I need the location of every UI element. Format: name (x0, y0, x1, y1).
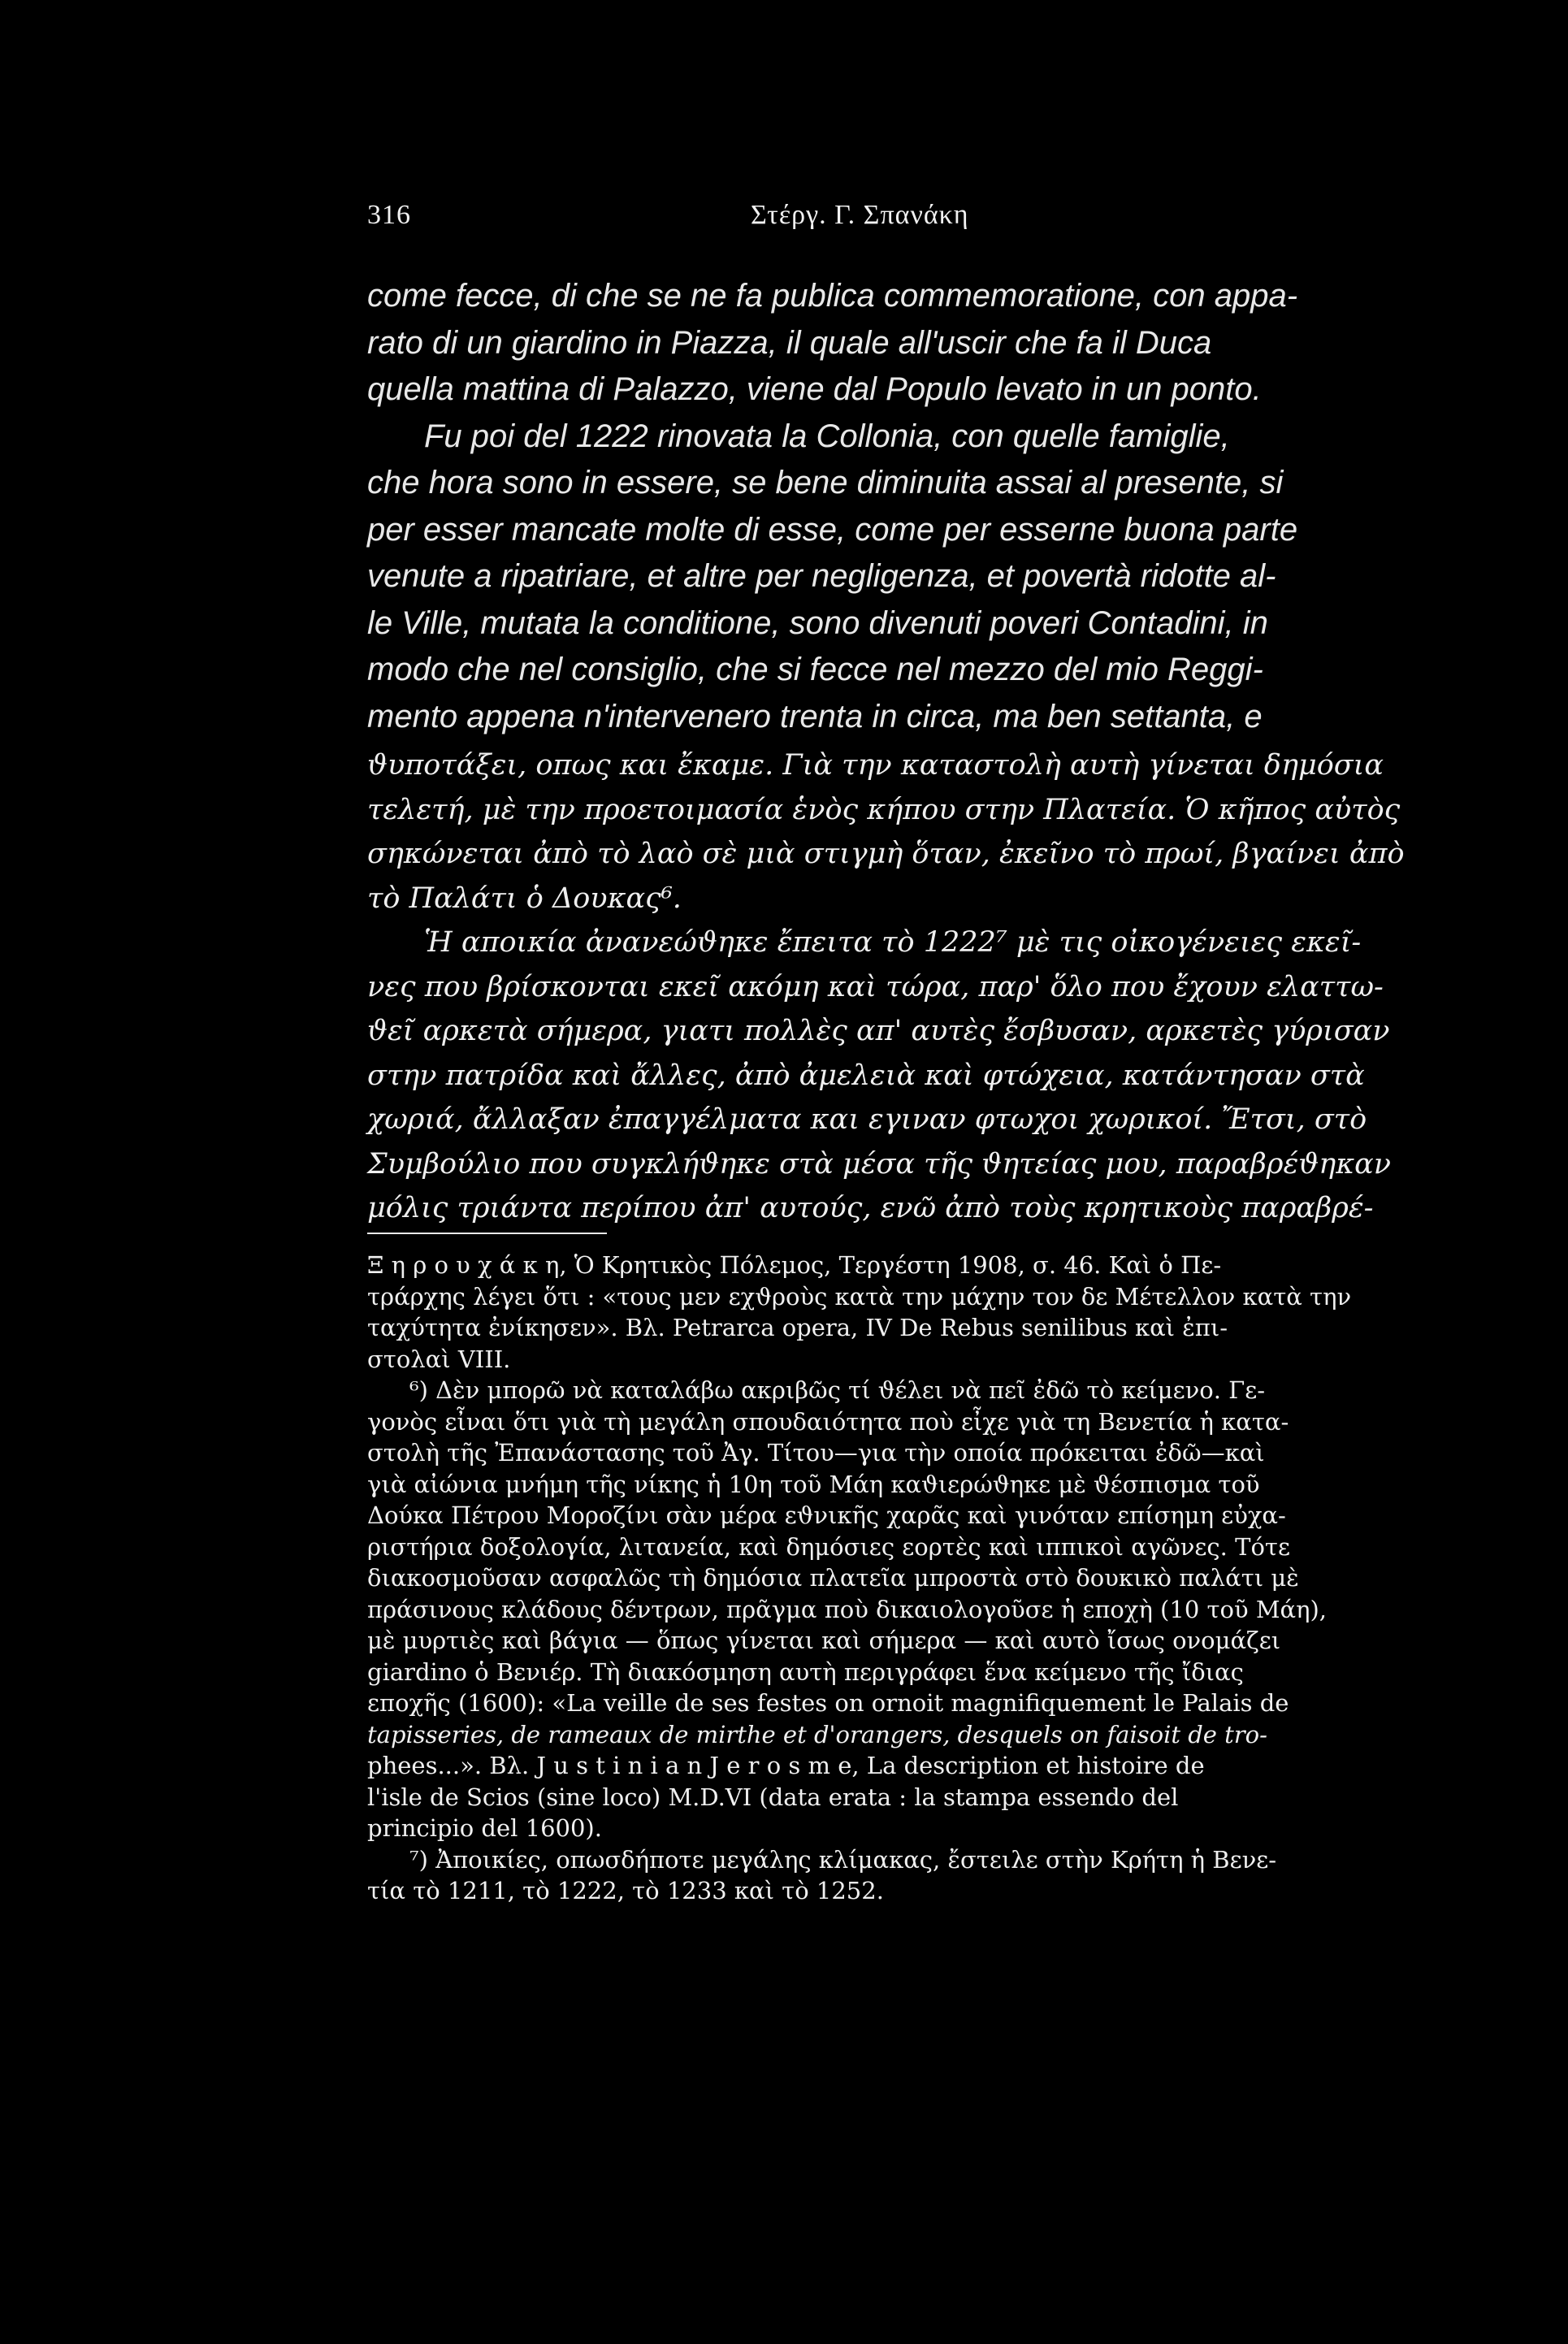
footnote-line: phees...». Βλ. J u s t i n i a n J e r o s m e, La description et histoire de (367, 1752, 1205, 1779)
italian-quote (367, 273, 1298, 740)
footnote-line: giardino ὁ Βενιέρ. Τὴ διακόσμηση αυτὴ περιγράφει ἕνα κείμενο τῆς ἴδιας (367, 1657, 1244, 1686)
body-line: τὸ Παλάτι ὁ Δουκας⁶. (367, 882, 682, 915)
quote-line: modo che nel consiglio, che si fecce nel mezzo del mio Reggi- (367, 652, 1263, 687)
footnote-7-line: ⁷) Ἀποικίες, οπωσδήποτε μεγάλης κλίμακας, ἔστειλε στὴν Κρήτη ἡ Βενε- (409, 1845, 1277, 1874)
body-line: ϑυποτάξει, οπως και ἔκαμε. Γιὰ την καταστολὴ αυτὴ γίνεται δημόσια (367, 749, 1384, 782)
footnote-line: tapisseries, de rameaux de mirthe et d'orangers, desquels on faisoit de tro- (367, 1720, 1267, 1748)
footnote-line: μὲ μυρτιὲς καὶ βάγια — ὅπως γίνεται καὶ σήμερα — καὶ αυτὸ ἴσως ονομάζει (367, 1627, 1281, 1654)
footnote-line: τράρχης λέγει ὅτι : «τους μεν εχϑροὺς κατὰ την μάχην τον δε Μέτελλον κατὰ την (367, 1282, 1352, 1311)
footnote-line: Ξ η ρ ο υ χ ά κ η, Ὁ Κρητικὸς Πόλεμος, Τεργέστη 1908, σ. 46. Καὶ ὁ Πε- (367, 1251, 1222, 1279)
body-line: νες που βρίσκονται εκεῖ ακόμη καὶ τώρα, παρ' ὅλο που ἔχουν ελαττω- (367, 970, 1384, 1003)
footnote-line: ριστήρια δοξολογία, λιτανεία, καὶ δημόσιες εορτὲς καὶ ιππικοὶ αγῶνες. Τότε (367, 1532, 1290, 1561)
footnote-line: principio del 1600). (367, 1814, 602, 1842)
body-line: σηκώνεται ἀπὸ τὸ λαὸ σὲ μιὰ στιγμὴ ὅταν, ἐκεῖνο τὸ πρωί, βγαίνει ἀπὸ (367, 838, 1405, 870)
footnote-line: στολαὶ VIII. (367, 1345, 511, 1373)
greek-body-text (367, 743, 1405, 1231)
running-head: Στέργ. Γ. Σπανάκη (751, 200, 969, 230)
footnote-line: στολὴ τῆς Ἐπανάστασης τοῦ Ἀγ. Τίτου—για τὴν οποία πρόκειται ἐδῶ—καὶ (367, 1439, 1265, 1467)
quote-line: mento appena n'intervenero trenta in circa, ma ben settanta, e (367, 698, 1263, 734)
footnote-line: Δούκα Πέτρου Μοροζίνι σὰν μέρα εϑνικῆς χαρᾶς καὶ γινόταν επίσημη εὐχα- (367, 1501, 1286, 1529)
body-line: στην πατρίδα καὶ ἄλλες, ἀπὸ ἀμελειὰ καὶ φτώχεια, κατάντησαν στὰ (367, 1059, 1365, 1092)
body-line: Συμβούλιο που συγκλήϑηκε στὰ μέσα τῆς ϑητείας μου, παραβρέϑηκαν (367, 1147, 1392, 1181)
body-line: τελετή, μὲ την προετοιμασία ἑνὸς κήπου στην Πλατεία. Ὁ κῆπος αὐτὸς (367, 793, 1401, 826)
footnote-6-line: ⁶) Δὲν μπορῶ νὰ καταλάβω ακριβῶς τί ϑέλει νὰ πεῖ ἐδῶ τὸ κείμενο. Γε- (409, 1376, 1266, 1404)
body-line: ϑεῖ αρκετὰ σήμερα, γιατι πολλὲς απ' αυτὲς ἔσβυσαν, αρκετὲς γύρισαν (367, 1015, 1390, 1047)
quote-line: le Ville, mutata la conditione, sono divenuti poveri Contadini, in (367, 604, 1268, 641)
footnote-line: l'isle de Scios (sine loco) M.D.VI (data erata : la stampa essendo del (367, 1783, 1179, 1811)
body-line: χωριά, ἄλλαξαν ἐπαγγέλματα και εγιναν φτωχοι χωρικοί. Ἔτσι, στὸ (367, 1103, 1367, 1136)
footnote-line: πράσινους κλάδους δέντρων, πρᾶγμα ποὺ δικαιολογοῦσε ἡ εποχὴ (10 τοῦ Μάη), (367, 1595, 1328, 1623)
footnote-line: γιὰ αἰώνια μνήμη τῆς νίκης ἡ 10η τοῦ Μάη καϑιερώϑηκε μὲ ϑέσπισμα τοῦ (367, 1470, 1260, 1498)
page-number: 316 (367, 200, 411, 230)
body-line: Ἡ αποικία ἀνανεώϑηκε ἔπειτα τὸ 1222⁷ μὲ τις οἰκογένειες εκεῖ- (424, 926, 1362, 959)
quote-line: che hora sono in essere, se bene diminuita assai al presente, si (367, 465, 1284, 500)
quote-line: venute a ripatriare, et altre per negligenza, et povertà ridotte al- (367, 558, 1276, 594)
body-line: μόλις τριάντα περίπου ἀπ' αυτούς, ενῶ ἀπὸ τοὺς κρητικοὺς παραβρέ- (367, 1192, 1374, 1224)
footnote-line: γονὸς εἶναι ὅτι γιὰ τὴ μεγάλη σπουδαιότητα ποὺ εἶχε γιὰ τη Βενετία ἡ κατα- (367, 1407, 1289, 1436)
quote-line: Fu poi del 1222 rinovata la Collonia, con quelle famiglie, (424, 418, 1230, 454)
quote-line: per esser mancate molte di esse, come per esserne buona parte (367, 511, 1298, 548)
page-header (367, 193, 1220, 242)
footnote-rule (367, 1233, 607, 1234)
quote-line: come fecce, di che se ne fa publica commemoratione, con appa- (367, 278, 1298, 314)
quote-line: rato di un giardino in Piazza, il quale all'uscir che fa il Duca (367, 324, 1212, 361)
footnotes (367, 1250, 1352, 1907)
footnote-line: εποχῆς (1600): «La veille de ses festes on ornoit magnifiquement le Palais de (367, 1689, 1289, 1717)
footnote-line: ταχύτητα ἐνίκησεν». Βλ. Petrarca opera, IV De Rebus senilibus καὶ ἐπι- (367, 1314, 1228, 1341)
quote-line: quella mattina di Palazzo, viene dal Populo levato in un ponto. (367, 371, 1262, 407)
footnote-line: τία τὸ 1211, τὸ 1222, τὸ 1233 καὶ τὸ 1252. (367, 1877, 884, 1904)
footnote-line: διακοσμοῦσαν ασφαλῶς τὴ δημόσια πλατεῖα μπροστὰ στὸ δουκικὸ παλάτι μὲ (367, 1564, 1299, 1592)
